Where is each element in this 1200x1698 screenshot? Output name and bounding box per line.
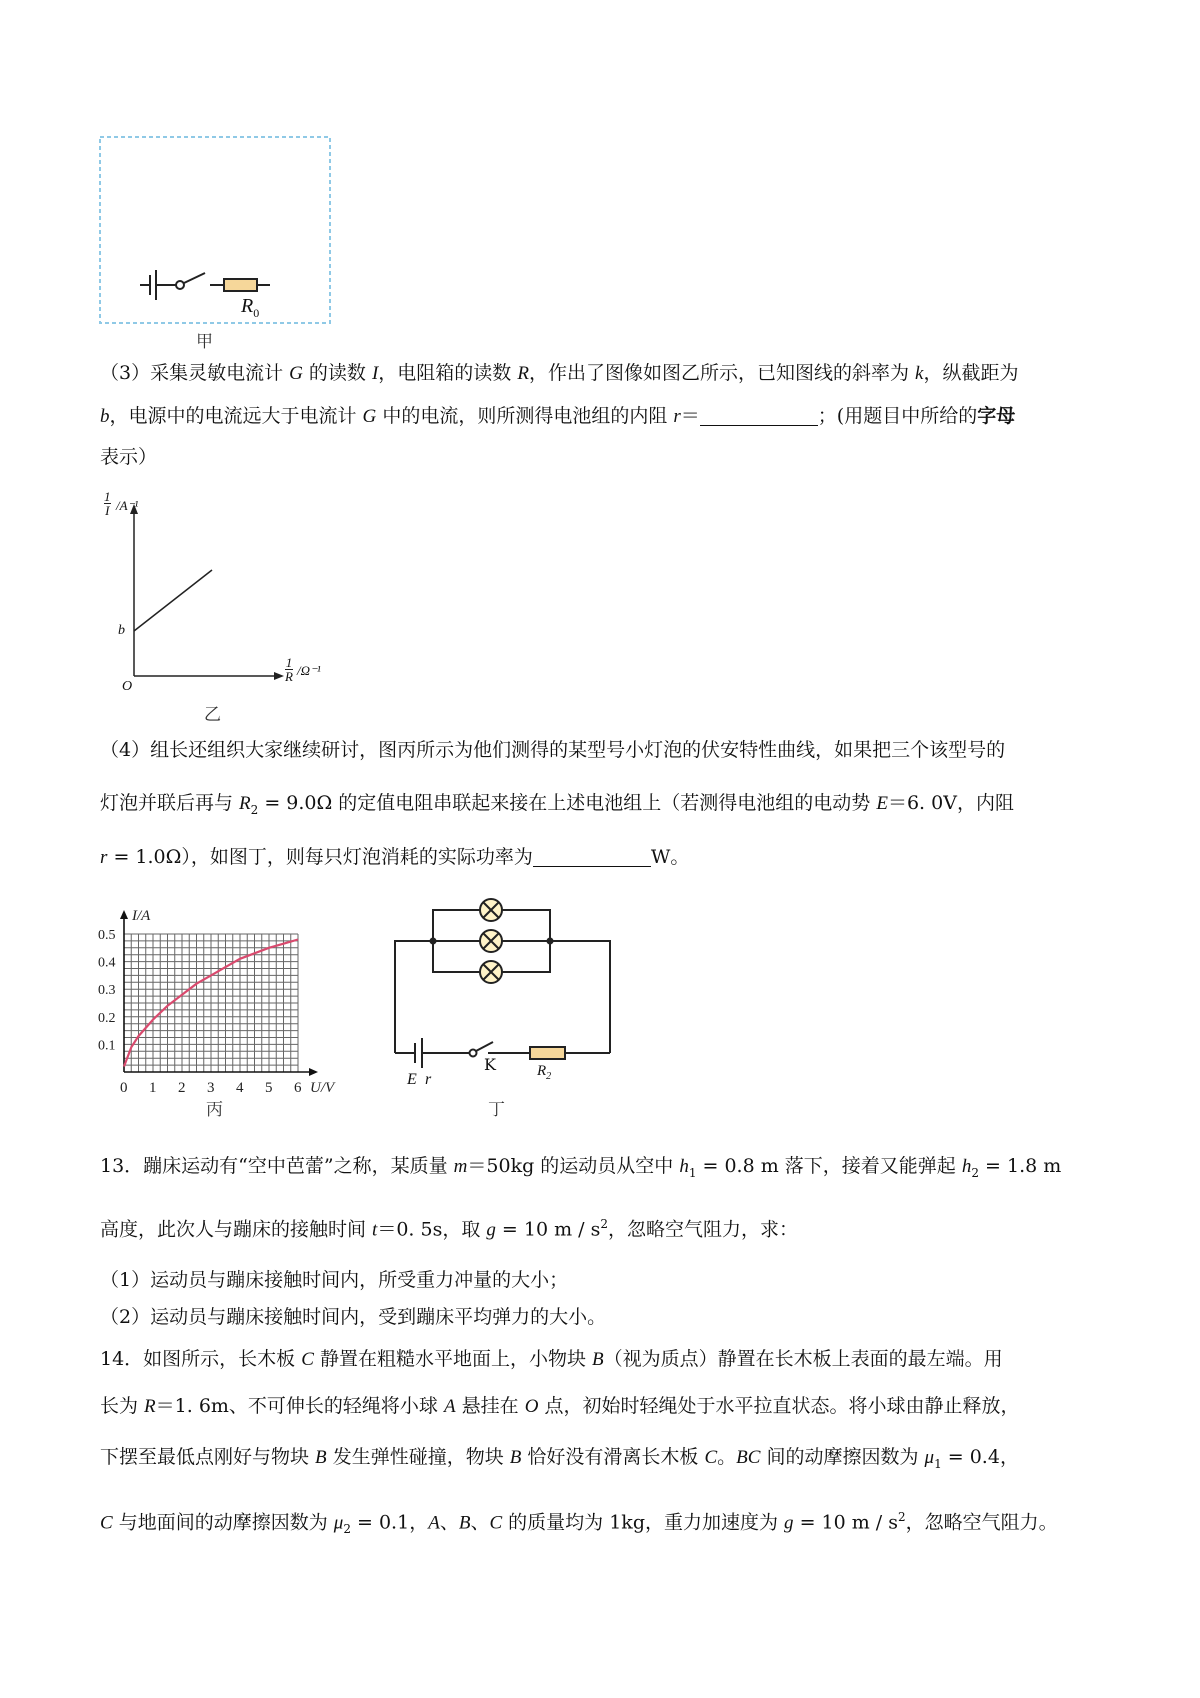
x-axis-label: U/V <box>310 1080 335 1096</box>
lamp-icon <box>480 899 502 921</box>
intercept-b-label: b <box>118 623 125 638</box>
q3-line1: （3）采集灵敏电流计 G 的读数 I，电阻箱的读数 R，作出了图像如图乙所示，已知图线的斜率为 k，纵截距为 <box>100 362 1019 384</box>
q13-line2: 高度，此次人与蹦床的接触时间 t＝0. 5s，取 g = 10 m / $s^2$，忽略空气阻力，求： <box>100 1217 798 1241</box>
caption-bing: 丙 <box>206 1100 223 1120</box>
q14-line4: C 与地面间的动摩擦因数为 $\mu_2 = 0.1$，A、B、C 的质量均为 1kg，重力加速度为 g = 10 m / $s^2$，忽略空气阻力。 <box>100 1510 1058 1537</box>
q13-sub2: （2）运动员与蹦床接触时间内，受到蹦床平均弹力的大小。 <box>100 1306 607 1328</box>
line-yi <box>134 570 212 631</box>
y-tick-label: 0.4 <box>98 955 116 971</box>
y-axis-arrow <box>120 910 128 919</box>
internal-r-label: r <box>425 1071 432 1088</box>
origin-label-yi: O <box>122 679 133 694</box>
q4-line1: （4）组长还组织大家继续研讨，图丙所示为他们测得的某型号小灯泡的伏安特性曲线，如果把三个该型号的 <box>100 739 1006 761</box>
x-tick-label: 0 <box>120 1080 128 1096</box>
x-tick-label: 5 <box>265 1080 273 1096</box>
figure-ding <box>385 888 625 1118</box>
x-tick-label: 6 <box>294 1080 302 1096</box>
graph-yi <box>98 490 338 720</box>
figure-jia <box>98 135 333 325</box>
y-tick-label: 0.3 <box>98 983 116 999</box>
resistor-r0-label: $R_0$ <box>241 295 260 320</box>
x-tick-label: 3 <box>207 1080 215 1096</box>
q3-line3: 表示） <box>100 446 158 468</box>
x-unit-yi: /Ω⁻¹ <box>297 663 321 678</box>
caption-jia: 甲 <box>196 332 213 352</box>
emf-label: E <box>407 1071 417 1088</box>
y-tick-label: 0.5 <box>98 928 116 943</box>
q14-line3: 下摆至最低点刚好与物块 B 发生弹性碰撞，物块 B 恰好没有滑离长木板 C。BC 间的动摩擦因数为 $\mu_1 = 0.4$， <box>100 1446 1019 1471</box>
caption-yi: 乙 <box>204 705 221 725</box>
resistor-r2-label: $R_2$ <box>537 1063 552 1082</box>
y-unit-yi: /A⁻¹ <box>116 498 139 513</box>
q14-line2: 长为 R＝1. 6m、不可伸长的轻绳将小球 A 悬挂在 O 点，初始时轻绳处于水平拉直状态。将小球由静止释放， <box>100 1395 1020 1417</box>
switch-k-label: K <box>484 1055 496 1074</box>
x-tick-label: 1 <box>149 1080 157 1096</box>
figure-bing <box>96 888 386 1118</box>
x-axis-arrow <box>309 1068 318 1076</box>
x-axis-label-yi: 1 R <box>285 655 293 684</box>
q3-line2: b，电源中的电流远大于电流计 G 中的电流，则所测得电池组的内阻 r＝ ；(用题目中所给的字母 <box>100 405 1016 427</box>
y-axis-label: I/A <box>132 908 151 924</box>
lamp-icon <box>480 930 502 952</box>
q4-line3: r = 1.0Ω），如图丁，则每只灯泡消耗的实际功率为 W。 <box>100 846 690 868</box>
circuit-jia-diagram <box>98 135 333 325</box>
y-tick-label: 0.1 <box>98 1038 116 1054</box>
x-tick-label: 4 <box>236 1080 244 1096</box>
q13-sub1: （1）运动员与蹦床接触时间内，所受重力冲量的大小； <box>100 1269 569 1291</box>
figure-yi <box>98 490 338 720</box>
q14-line1: 14．如图所示，长木板 C 静置在粗糙水平地面上，小物块 B（视为质点）静置在长木板上表面的最左端。用 <box>100 1348 1003 1370</box>
iv-curve-chart <box>96 888 386 1118</box>
answer-blank-power[interactable] <box>533 846 651 867</box>
q13-line1: 13．蹦床运动有“空中芭蕾”之称，某质量 m＝50kg 的运动员从空中 $h_1 = 0.8$ m 落下，接着又能弹起 $h_2 = 1.8$ m <box>100 1155 1062 1180</box>
x-tick-label: 2 <box>178 1080 186 1096</box>
y-axis-label-yi: 1 I <box>104 489 111 518</box>
lamp-icon <box>480 961 502 983</box>
caption-ding: 丁 <box>488 1100 505 1120</box>
q4-line2: 灯泡并联后再与 $R_2 = 9.0\Omega$ 的定值电阻串联起来接在上述电池组上（若测得电池组的电动势 E＝6. 0V，内阻 <box>100 792 1014 817</box>
y-tick-label: 0.2 <box>98 1010 116 1026</box>
answer-blank-r[interactable] <box>700 405 818 426</box>
circuit-ding-diagram <box>385 888 625 1118</box>
